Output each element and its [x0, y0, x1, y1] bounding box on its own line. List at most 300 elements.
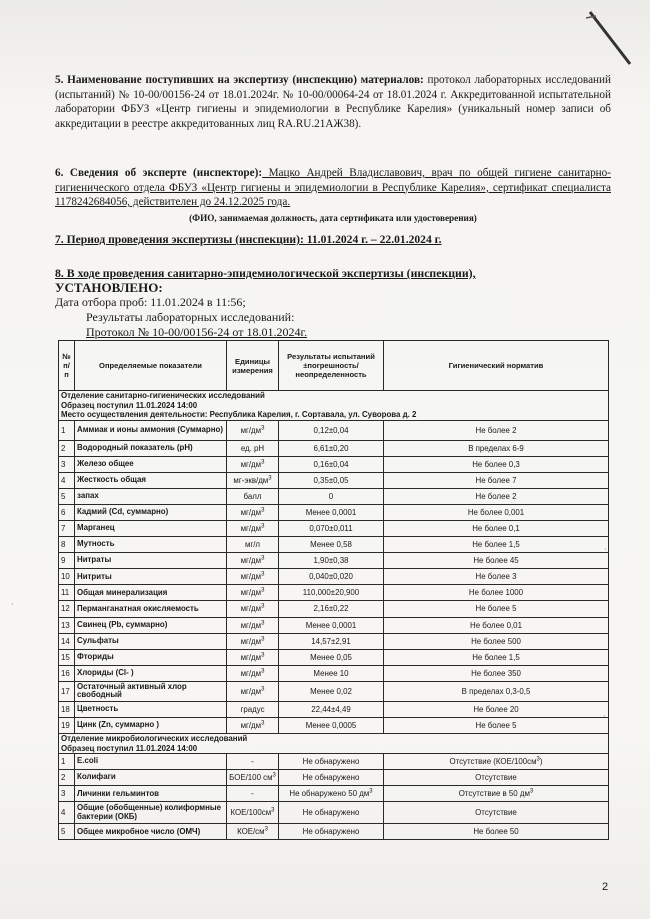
row-number-text: 19	[61, 721, 70, 731]
row-unit	[227, 504, 279, 520]
row-norm-text: Не более 3	[475, 572, 517, 582]
section-6-text: Мацко Андрей Владиславович, врач по общей гигиене санитарно-гигиенического отдела ФБУЗ «Центр гигиены и эпидемиологии в Республике Карелия», сертификат специалиста 1178242684056, действителен до 24.12.2025 года.	[55, 167, 611, 208]
row-result-text: 6,61±0,20	[313, 443, 349, 453]
row-unit	[227, 601, 279, 617]
row-indicator-text: Жесткость общая	[77, 474, 146, 484]
scan-speck: ·	[603, 712, 606, 721]
table-row	[59, 472, 609, 488]
row-indicator-text: Марганец	[77, 523, 115, 533]
row-number	[59, 585, 75, 601]
row-unit	[227, 553, 279, 569]
row-norm	[384, 770, 609, 786]
row-norm	[384, 569, 609, 585]
row-indicator	[75, 488, 227, 504]
row-result-text: 22,44±4,49	[311, 704, 351, 714]
row-norm	[384, 456, 609, 472]
row-number	[59, 456, 75, 472]
table-row	[59, 681, 609, 701]
page-corner-fold-mark	[582, 8, 642, 68]
row-unit-sup: 3	[261, 619, 265, 626]
row-norm-text: В пределах 0,3-0,5	[461, 686, 531, 696]
row-result-text: 0,12±0,04	[313, 425, 349, 435]
row-number	[59, 770, 75, 786]
row-result-text: Менее 0,05	[310, 652, 352, 662]
row-unit-text: мг/дм	[240, 572, 262, 582]
table-row	[59, 633, 609, 649]
row-result	[279, 665, 384, 681]
row-number	[59, 633, 75, 649]
row-indicator	[75, 420, 227, 440]
row-norm	[384, 754, 609, 770]
row-norm-text: Не более 1,5	[472, 652, 520, 662]
row-number-text: 2	[61, 443, 66, 453]
row-unit	[227, 617, 279, 633]
row-result	[279, 520, 384, 536]
row-norm	[384, 488, 609, 504]
row-unit-sup: 3	[264, 826, 268, 833]
table-row	[59, 585, 609, 601]
row-norm-text: Отсутствие (КОЕ/100см	[449, 757, 537, 767]
row-number	[59, 649, 75, 665]
row-unit	[227, 649, 279, 665]
row-norm	[384, 681, 609, 701]
row-indicator	[75, 585, 227, 601]
table-row	[59, 456, 609, 472]
row-result-text: Не обнаружено	[302, 773, 360, 783]
section-8-findings	[55, 266, 611, 340]
row-norm	[384, 420, 609, 440]
row-number-text: 2	[61, 773, 66, 783]
row-result	[279, 633, 384, 649]
row-norm	[384, 504, 609, 520]
row-result	[279, 601, 384, 617]
row-indicator-text: Фториды	[77, 652, 114, 662]
row-unit-text: мг/дм	[240, 652, 262, 662]
row-indicator	[75, 520, 227, 536]
row-norm	[384, 824, 609, 840]
row-unit-sup: 3	[261, 668, 265, 675]
row-unit	[227, 681, 279, 701]
table-row	[59, 617, 609, 633]
row-result-text: Не обнаружено	[302, 808, 360, 818]
row-result-text: Менее 0,0005	[305, 721, 357, 731]
section-6-heading: 6. Сведения об эксперте (инспекторе):	[55, 167, 263, 179]
row-number	[59, 786, 75, 802]
row-result-text: Менее 0,58	[310, 540, 352, 550]
row-norm	[384, 520, 609, 536]
row-result	[279, 553, 384, 569]
row-unit-text: мг/л	[244, 540, 261, 550]
row-indicator	[75, 633, 227, 649]
row-norm-sup: 3	[536, 756, 540, 763]
row-number-text: 3	[61, 789, 66, 799]
row-result	[279, 617, 384, 633]
row-indicator-text: E.coli	[77, 756, 99, 766]
row-result-text: Не обнаружено	[302, 757, 360, 767]
row-unit	[227, 754, 279, 770]
row-number-text: 16	[61, 668, 70, 678]
row-number-text: 13	[61, 620, 70, 630]
row-unit-sup: 3	[272, 772, 276, 779]
row-result-text: Менее 10	[313, 668, 349, 678]
row-unit	[227, 802, 279, 824]
row-unit-text: мг/дм	[240, 686, 262, 696]
row-number	[59, 472, 75, 488]
row-result	[279, 585, 384, 601]
row-number-text: 3	[61, 459, 66, 469]
scan-speck: ·	[11, 600, 14, 609]
row-result-text: 2,16±0,22	[313, 604, 349, 614]
row-result-text: 0,35±0,05	[313, 475, 349, 485]
row-norm-text: Не более 2	[475, 425, 517, 435]
row-indicator-text: Общая минерализация	[77, 587, 168, 597]
row-number	[59, 601, 75, 617]
row-indicator-text: Кадмий (Cd, суммарно)	[77, 507, 169, 517]
row-norm	[384, 802, 609, 824]
row-unit-sup: 3	[261, 652, 265, 659]
row-indicator-text: Нитраты	[77, 555, 112, 565]
row-result	[279, 488, 384, 504]
row-number-text: 17	[61, 686, 70, 696]
table-header-row	[59, 341, 609, 391]
row-indicator-text: Аммиак и ионы аммония (Суммарно)	[77, 424, 223, 434]
row-unit-sup: 3	[261, 571, 265, 578]
row-indicator-text: Нитриты	[77, 571, 112, 581]
row-result	[279, 802, 384, 824]
row-norm-text: Не более 1000	[468, 588, 524, 598]
section-6-expert	[55, 166, 611, 225]
row-indicator-text: Общие (обобщенные) колиформные бактерии (ОКБ)	[77, 803, 222, 821]
row-unit-text: мг/дм	[240, 425, 262, 435]
row-unit-text: КОЕ/см	[237, 827, 265, 837]
row-result	[279, 681, 384, 701]
row-indicator	[75, 601, 227, 617]
row-number-text: 9	[61, 556, 66, 566]
section-2-title: Отделение микробиологических исследований	[61, 734, 248, 744]
row-indicator	[75, 649, 227, 665]
row-number-text: 5	[61, 491, 66, 501]
table-row	[59, 649, 609, 665]
section-5-heading: 5. Наименование поступивших на экспертизу (инспекцию) материалов:	[55, 74, 424, 86]
row-unit-text: мг-экв/дм	[233, 475, 269, 485]
row-norm	[384, 617, 609, 633]
row-norm-text: Не более 5	[475, 721, 517, 731]
table-row	[59, 754, 609, 770]
table-row	[59, 718, 609, 734]
row-unit	[227, 824, 279, 840]
table-row	[59, 601, 609, 617]
row-unit-text: -	[251, 757, 254, 767]
row-number	[59, 440, 75, 456]
row-norm	[384, 585, 609, 601]
row-unit-sup: 3	[261, 555, 265, 562]
table-row	[59, 420, 609, 440]
row-indicator	[75, 770, 227, 786]
row-unit-sup: 3	[261, 636, 265, 643]
row-unit	[227, 420, 279, 440]
row-number-text: 10	[61, 572, 70, 582]
row-number-text: 1	[61, 425, 66, 435]
row-norm-text: Не более 500	[471, 636, 521, 646]
table-row	[59, 553, 609, 569]
row-norm-text: Не более 20	[473, 704, 519, 714]
row-unit-text: мг/дм	[240, 604, 262, 614]
row-norm-text: В пределах 6-9	[468, 443, 524, 453]
table-row	[59, 824, 609, 840]
row-unit-text: мг/дм	[240, 721, 262, 731]
row-unit-text: мг/дм	[240, 668, 262, 678]
row-number	[59, 520, 75, 536]
row-number	[59, 553, 75, 569]
row-norm-text: Не более 50	[473, 827, 519, 837]
row-number-text: 5	[61, 827, 66, 837]
row-indicator-text: Цветность	[77, 704, 119, 714]
row-norm	[384, 553, 609, 569]
row-norm-text: Не более 5	[475, 604, 517, 614]
row-result-text: 0,070±0,011	[309, 524, 353, 534]
table-row	[59, 770, 609, 786]
row-result-text: 110,000±20,900	[302, 588, 360, 598]
table-row	[59, 440, 609, 456]
row-indicator-text: Цинк (Zn, суммарно )	[77, 720, 160, 730]
row-indicator	[75, 802, 227, 824]
row-indicator	[75, 718, 227, 734]
results-label: Результаты лабораторных исследований:	[86, 310, 295, 324]
row-indicator	[75, 537, 227, 553]
row-indicator-text: Общее микробное число (ОМЧ)	[77, 826, 201, 836]
row-result	[279, 537, 384, 553]
header-num: № п/п	[59, 341, 75, 391]
row-norm-text: Не более 0,1	[472, 524, 520, 534]
table-row	[59, 488, 609, 504]
row-number	[59, 754, 75, 770]
row-result	[279, 649, 384, 665]
row-indicator-text: Железо общее	[77, 458, 134, 468]
row-unit	[227, 569, 279, 585]
row-result-text: 0,040±0,020	[309, 572, 353, 582]
row-norm-text: Не более 2	[475, 491, 517, 501]
row-indicator	[75, 553, 227, 569]
row-norm-text: Не более 45	[473, 556, 519, 566]
row-norm	[384, 701, 609, 717]
row-norm	[384, 633, 609, 649]
row-number-text: 1	[61, 757, 66, 767]
row-unit	[227, 718, 279, 734]
row-indicator	[75, 754, 227, 770]
section-6-caption: (ФИО, занимаемая должность, дата сертификата или удостоверения)	[189, 212, 477, 223]
row-result	[279, 420, 384, 440]
row-number	[59, 488, 75, 504]
row-number-text: 4	[61, 475, 66, 485]
header-result: Результаты испытаний ±погрешность/ неопределенность	[279, 341, 384, 391]
row-unit-sup: 3	[261, 424, 265, 431]
row-norm	[384, 665, 609, 681]
row-number	[59, 617, 75, 633]
table-row	[59, 701, 609, 717]
section-1-place: Место осуществления деятельности: Республика Карелия, г. Сортавала, ул. Суворова д. 2	[61, 410, 417, 419]
row-number-text: 8	[61, 540, 66, 550]
table-row	[59, 520, 609, 536]
row-unit	[227, 537, 279, 553]
row-indicator	[75, 617, 227, 633]
row-indicator	[75, 569, 227, 585]
sampling-date: Дата отбора проб: 11.01.2024 в 11:56;	[55, 295, 246, 309]
row-unit-sup: 3	[261, 523, 265, 530]
scan-speck: ·	[604, 545, 607, 554]
row-indicator	[75, 456, 227, 472]
row-unit	[227, 770, 279, 786]
row-unit-sup: 3	[261, 603, 265, 610]
row-number-text: 7	[61, 524, 66, 534]
row-unit-sup: 3	[261, 686, 265, 693]
row-norm-text: Отсутствие в 50 дм	[458, 789, 530, 799]
row-unit-text: БОЕ/100 см	[229, 773, 273, 783]
row-number-text: 15	[61, 652, 70, 662]
row-number	[59, 681, 75, 701]
row-number	[59, 824, 75, 840]
row-norm-text: Не более 1,5	[472, 540, 520, 550]
row-indicator-text: Свинец (Pb, суммарно)	[77, 619, 168, 629]
row-number-text: 6	[61, 507, 66, 517]
section-8-heading: 8. В ходе проведения санитарно-эпидемиологической экспертизы (инспекции),	[55, 266, 476, 280]
table-row	[59, 802, 609, 824]
row-result	[279, 718, 384, 734]
row-number-text: 4	[61, 808, 66, 818]
row-unit-text: мг/дм	[240, 620, 262, 630]
row-number-text: 12	[61, 604, 70, 614]
row-unit	[227, 520, 279, 536]
row-unit-text: КОЕ/100см	[230, 808, 272, 818]
row-unit-sup: 3	[261, 507, 265, 514]
row-result	[279, 472, 384, 488]
row-indicator-text: Водородный показатель (pH)	[77, 442, 193, 452]
row-unit-text: -	[251, 789, 254, 799]
row-number	[59, 569, 75, 585]
row-unit	[227, 585, 279, 601]
row-unit	[227, 701, 279, 717]
row-result	[279, 456, 384, 472]
row-norm-tail: )	[539, 757, 543, 767]
page-number: 2	[602, 881, 609, 893]
row-norm-text: Не более 350	[471, 668, 521, 678]
header-norm: Гигиенический норматив	[384, 341, 609, 391]
row-number	[59, 701, 75, 717]
row-norm	[384, 440, 609, 456]
row-unit-text: ед. pH	[240, 443, 265, 453]
protocol-reference: Протокол № 10-00/00156-24 от 18.01.2024г.	[86, 325, 308, 339]
row-number	[59, 718, 75, 734]
row-number	[59, 665, 75, 681]
section-8-established: УСТАНОВЛЕНО:	[55, 279, 163, 295]
row-result	[279, 824, 384, 840]
row-unit	[227, 488, 279, 504]
row-unit	[227, 665, 279, 681]
row-indicator	[75, 701, 227, 717]
section-2-header	[59, 734, 609, 754]
row-indicator	[75, 472, 227, 488]
row-result	[279, 504, 384, 520]
row-norm-text: Не более 7	[475, 475, 517, 485]
row-result-sup: 3	[369, 788, 373, 795]
row-indicator-text: Сульфаты	[77, 635, 119, 645]
row-result-text: Менее 0,0001	[305, 507, 357, 517]
row-unit-text: мг/дм	[240, 588, 262, 598]
row-number	[59, 802, 75, 824]
section-5-materials	[55, 73, 611, 131]
lab-results-table	[58, 340, 609, 840]
row-indicator-text: Перманганатная окисляемость	[77, 603, 199, 613]
row-result	[279, 770, 384, 786]
row-norm-sup: 3	[529, 788, 534, 795]
row-unit-sup: 3	[268, 475, 272, 482]
table-row	[59, 665, 609, 681]
row-indicator-text: Остаточный активный хлор свободный	[77, 681, 187, 700]
table-row	[59, 504, 609, 520]
row-indicator-text: Хлориды (Cl- )	[77, 668, 134, 678]
header-name: Определяемые показатели	[75, 341, 227, 391]
row-indicator-text: Колифаги	[77, 772, 116, 782]
row-indicator	[75, 824, 227, 840]
row-result	[279, 754, 384, 770]
row-result	[279, 569, 384, 585]
row-unit-text: балл	[243, 491, 262, 501]
row-unit	[227, 633, 279, 649]
row-result-text: Не обнаружено	[302, 827, 360, 837]
row-unit	[227, 472, 279, 488]
row-norm-text: Отсутствие	[475, 808, 517, 818]
row-unit	[227, 456, 279, 472]
row-indicator	[75, 786, 227, 802]
row-indicator-text: Мутность	[77, 539, 115, 549]
row-number-text: 11	[61, 588, 70, 598]
table-row	[59, 537, 609, 553]
row-number	[59, 504, 75, 520]
row-indicator	[75, 665, 227, 681]
row-number	[59, 537, 75, 553]
row-unit	[227, 786, 279, 802]
table-row	[59, 569, 609, 585]
row-norm	[384, 718, 609, 734]
row-unit-sup: 3	[261, 720, 265, 727]
row-norm	[384, 537, 609, 553]
row-norm-text: Отсутствие	[475, 773, 517, 783]
row-result	[279, 786, 384, 802]
row-result	[279, 701, 384, 717]
row-norm	[384, 786, 609, 802]
row-result	[279, 440, 384, 456]
row-norm	[384, 601, 609, 617]
row-result-text: 14,57±2,91	[311, 636, 351, 646]
row-indicator	[75, 681, 227, 701]
section-7-period: 7. Период проведения экспертизы (инспекции): 11.01.2024 г. – 22.01.2024 г.	[55, 233, 442, 246]
section-1-received: Образец поступил 11.01.2024 14:00	[61, 400, 198, 410]
row-result-text: 0,16±0,04	[313, 459, 349, 469]
row-indicator-text: запах	[77, 491, 99, 501]
row-unit-text: мг/дм	[240, 524, 262, 534]
row-unit-sup: 3	[271, 807, 275, 814]
row-unit-text: градус	[240, 704, 265, 714]
row-norm-text: Не более 0,001	[467, 507, 525, 517]
section-5-text: протокол лабораторных исследований (испытаний) № 10-00/00156-24 от 18.01.2024г. № 10-00/00064-24 от 18.01.2024 г. Аккредитованной испытательной лаборатории ФБУЗ «Центр гигиены и эпидемиологии в Республике Карелия» (уникальный номер записи об аккредитации в реестре аккредитованных лиц RA.RU.21АЖ38).	[55, 74, 611, 130]
section-2-received: Образец поступил 11.01.2024 14:00	[61, 743, 198, 753]
row-norm	[384, 649, 609, 665]
row-number-text: 18	[61, 704, 70, 714]
row-indicator	[75, 440, 227, 456]
row-result-text: Менее 0,02	[310, 686, 352, 696]
section-1-header	[59, 391, 609, 421]
row-unit-sup: 3	[261, 459, 265, 466]
row-indicator-text: Личинки гельминтов	[77, 788, 160, 798]
